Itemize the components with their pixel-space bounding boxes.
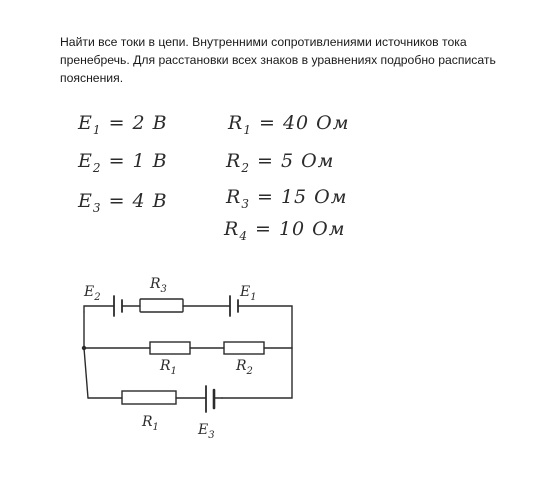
label-r3: $R_3$ (150, 276, 167, 295)
label-e1: $E_1$ (240, 284, 257, 303)
given-e3: $E_3 = 4$ B (78, 190, 168, 215)
task-line-3: пояснения. (60, 71, 124, 85)
label-r2: $R_2$ (236, 358, 253, 377)
r1-bottom-resistor (122, 391, 176, 404)
r1-mid-resistor (150, 342, 190, 354)
r3-resistor (140, 299, 183, 312)
label-r1-mid: $R_1$ (160, 358, 177, 377)
given-e2: $E_2 = 1$ B (78, 150, 168, 175)
given-r4: $R_4 = 10$ Ом (224, 218, 346, 243)
wire-right (222, 348, 292, 398)
given-r2: $R_2 = 5$ Ом (226, 150, 335, 175)
task-line-2: пренебречь. Для расстановки всех знаков в уравнениях подробно расписать (60, 53, 496, 67)
given-r3: $R_3 = 15$ Ом (226, 186, 348, 211)
wire-left (84, 312, 88, 398)
label-e3: $E_3$ (198, 422, 215, 441)
label-e2: $E_2$ (84, 284, 101, 303)
wire-top-left (84, 306, 114, 312)
r2-resistor (224, 342, 264, 354)
label-r1-bottom: $R_1$ (142, 414, 159, 433)
given-r1: $R_1 = 40$ Ом (228, 112, 350, 137)
junction-dot (82, 346, 86, 350)
given-e1: $E_1 = 2$ B (78, 112, 168, 137)
task-line-1: Найти все токи в цепи. Внутренними сопротивлениями источников тока (60, 35, 467, 49)
